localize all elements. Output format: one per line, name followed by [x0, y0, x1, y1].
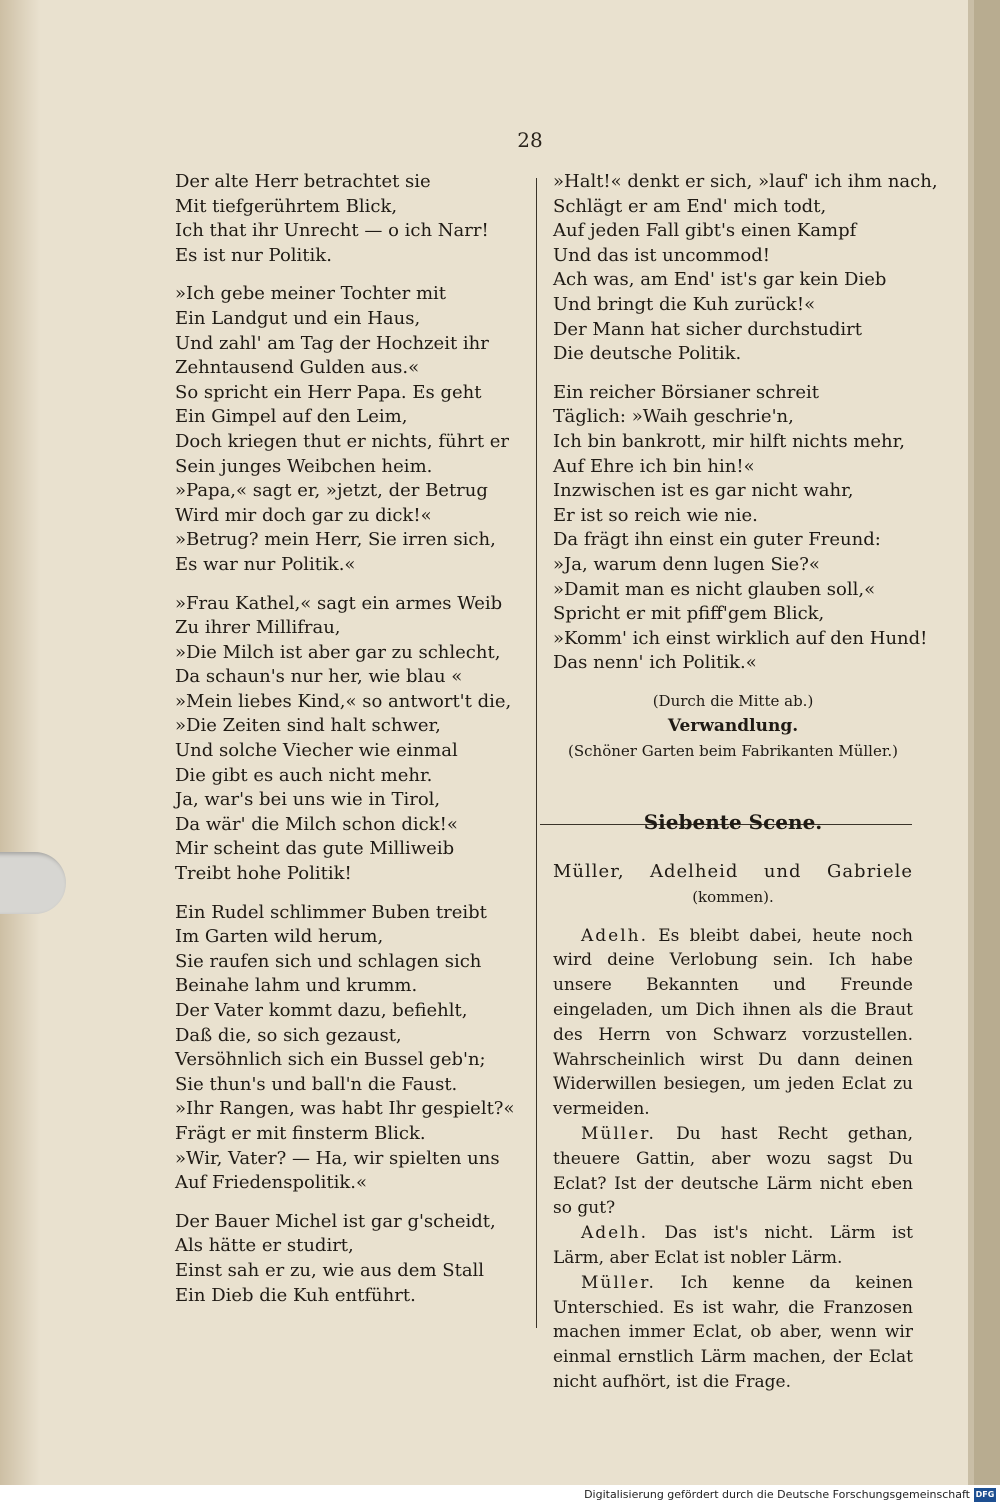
- stanza: [553, 170, 938, 367]
- stanza: [175, 901, 520, 1196]
- stanza: [175, 170, 520, 268]
- digitization-footer: [0, 1485, 1000, 1505]
- verse-line: Da schaun's nur her, wie blau «: [175, 666, 463, 688]
- verse-line: Das nenn' ich Politik.«: [553, 652, 757, 674]
- verse-line: »Die Zeiten sind halt schwer,: [175, 715, 441, 737]
- verse-line: Und das ist uncommod!: [553, 244, 771, 266]
- verse-line: Es war nur Politik.«: [175, 553, 356, 575]
- stage-direction-setting: (Schöner Garten beim Fabrikanten Müller.): [568, 741, 898, 760]
- verse-line: Und solche Viecher wie einmal: [175, 740, 458, 762]
- verse-line: »Komm' ich einst wirklich auf den Hund!: [553, 627, 928, 649]
- verse-line: Ein Dieb die Kuh entführt.: [175, 1284, 416, 1306]
- verse-line: Ein reicher Börsianer schreit: [553, 381, 820, 403]
- verse-line: Da frägt ihn einst ein guter Freund:: [553, 529, 881, 551]
- speaker-name: Adelh.: [581, 1223, 649, 1244]
- verse-line: Frägt er mit finsterm Blick.: [175, 1122, 426, 1144]
- verse-line: Die deutsche Politik.: [553, 343, 742, 365]
- verse-line: Auf Friedenspolitik.«: [175, 1172, 367, 1194]
- verse-line: »Betrug? mein Herr, Sie irren sich,: [175, 529, 496, 551]
- verse-line: Sie raufen sich und schlagen sich: [175, 950, 482, 972]
- verse-line: »Mein liebes Kind,« so antwort't die,: [175, 690, 512, 712]
- verse-line: Ein Landgut und ein Haus,: [175, 307, 421, 329]
- stanza: [553, 381, 928, 676]
- verse-line: Und bringt die Kuh zurück!«: [553, 293, 816, 315]
- right-stanzas: [553, 170, 938, 676]
- verse-line: Spricht er mit pfiff'gem Blick,: [553, 603, 825, 625]
- gutter-shadow: [0, 0, 40, 1485]
- verse-line: Es ist nur Politik.: [175, 244, 332, 266]
- stanza: [175, 1210, 520, 1308]
- verse-line: »Ja, warum denn lugen Sie?«: [553, 553, 820, 575]
- verse-line: Mir scheint das gute Milliweib: [175, 838, 455, 860]
- verse-line: Zu ihrer Millifrau,: [175, 617, 341, 639]
- verse-line: Einst sah er zu, wie aus dem Stall: [175, 1259, 485, 1281]
- transformation-heading: Verwandlung.: [667, 715, 799, 736]
- verse-line: »Halt!« denkt er sich, »lauf' ich ihm nach,: [553, 171, 938, 192]
- verse-line: Beinahe lahm und krumm.: [175, 975, 418, 997]
- verse-line: Ach was, am End' ist's gar kein Dieb: [553, 269, 887, 291]
- dialogue-text: Du hast Recht gethan, theuere Gattin, aber wozu sagst Du Eclat? Ist der deutsche Lärm nicht eben so gut?: [553, 1124, 914, 1219]
- verse-line: So spricht ein Herr Papa. Es geht: [175, 381, 482, 403]
- verse-line: »Wir, Vater? — Ha, wir spielten uns: [175, 1147, 500, 1169]
- verse-line: Ein Rudel schlimmer Buben treibt: [175, 901, 487, 923]
- verse-line: Der Bauer Michel ist gar g'scheidt,: [175, 1210, 496, 1232]
- speaker-name: Müller.: [581, 1272, 656, 1293]
- verse-line: Treibt hohe Politik!: [175, 863, 352, 885]
- stanza: [175, 592, 520, 887]
- verse-line: »Die Milch ist aber gar zu schlecht,: [175, 641, 501, 663]
- left-column: [175, 170, 520, 1322]
- next-page-edge: [974, 0, 1000, 1485]
- verse-line: Schlägt er am End' mich todt,: [553, 195, 827, 217]
- verse-line: Ja, war's bei uns wie in Tirol,: [175, 789, 441, 811]
- page-clip: [0, 852, 66, 914]
- dialogue-paragraph: [553, 1271, 913, 1395]
- verse-line: Auf Ehre ich bin hin!«: [553, 455, 755, 477]
- verse-line: Der Vater kommt dazu, befiehlt,: [175, 1000, 468, 1021]
- verse-line: Er ist so reich wie nie.: [553, 504, 758, 526]
- stage-direction-exit: (Durch die Mitte ab.): [652, 691, 814, 710]
- verse-line: Wird mir doch gar zu dick!«: [175, 504, 432, 526]
- verse-line: Ich bin bankrott, mir hilft nichts mehr,: [553, 430, 905, 452]
- verse-line: Zehntausend Gulden aus.«: [175, 357, 420, 379]
- verse-line: Inzwischen ist es gar nicht wahr,: [553, 480, 854, 502]
- verse-line: Sie thun's und ball'n die Faust.: [175, 1073, 458, 1095]
- speaker-name: Müller.: [581, 1124, 656, 1145]
- scene-title: Siebente Scene.: [643, 809, 823, 834]
- dialogue-text: Ich kenne da keinen Unterschied. Es ist wahr, die Franzosen machen immer Eclat, ob aber, wenn wir einmal ernstlich Lärm machen, der Eclat nicht aufhört, ist die Frage.: [553, 1272, 914, 1392]
- verse-line: »Ihr Rangen, was habt Ihr gespielt?«: [175, 1098, 515, 1120]
- verse-line: Doch kriegen thut er nichts, führt er: [175, 430, 510, 452]
- page-number: 28: [517, 128, 543, 152]
- verse-line: Der Mann hat sicher durchstudirt: [553, 318, 862, 340]
- dialogue-paragraph: [553, 1122, 913, 1221]
- verse-line: Ein Gimpel auf den Leim,: [175, 406, 408, 428]
- stage-direction-entrance: (kommen).: [692, 888, 774, 907]
- dialogue-text: Das ist's nicht. Lärm ist Lärm, aber Eclat ist nobler Lärm.: [553, 1223, 914, 1269]
- dialogue-paragraph: [553, 924, 913, 1122]
- verse-line: »Frau Kathel,« sagt ein armes Weib: [175, 592, 503, 614]
- verse-line: Und zahl' am Tag der Hochzeit ihr: [175, 332, 489, 354]
- verse-line: Als hätte er studirt,: [175, 1235, 354, 1257]
- scene-characters: Müller, Adelheid und Gabriele: [553, 861, 913, 883]
- dfg-logo-icon: DFG: [974, 1488, 996, 1502]
- right-column: [553, 170, 938, 1395]
- column-divider: [536, 178, 537, 1328]
- dialogue: [553, 924, 913, 1395]
- verse-line: Ich that ihr Unrecht — o ich Narr!: [175, 220, 489, 242]
- stanza: [175, 282, 520, 577]
- speaker-name: Adelh.: [581, 925, 649, 946]
- verse-line: Auf jeden Fall gibt's einen Kampf: [553, 220, 857, 242]
- dialogue-text: Es bleibt dabei, heute noch wird deine Verlobung sein. Ich habe unsere Bekannten und Freunde eingeladen, um Dich ihnen als die Braut des Herrn von Schwarz vorzustellen. Wahrscheinlich wirst Du dann deinen Widerwillen besiegen, um jeden Eclat zu vermeiden.: [553, 925, 913, 1120]
- verse-line: »Papa,« sagt er, »jetzt, der Betrug: [175, 480, 488, 502]
- verse-line: »Ich gebe meiner Tochter mit: [175, 283, 447, 305]
- verse-line: Versöhnlich sich ein Bussel geb'n;: [175, 1049, 486, 1071]
- verse-line: Im Garten wild herum,: [175, 926, 384, 948]
- dialogue-paragraph: [553, 1221, 913, 1271]
- verse-line: Die gibt es auch nicht mehr.: [175, 764, 433, 786]
- footer-credit: Digitalisierung gefördert durch die Deutsche Forschungsgemeinschaft: [584, 1488, 970, 1501]
- verse-line: Sein junges Weibchen heim.: [175, 455, 433, 477]
- verse-line: Daß die, so sich gezaust,: [175, 1024, 402, 1046]
- verse-line: Da wär' die Milch schon dick!«: [175, 813, 458, 835]
- verse-line: »Damit man es nicht glauben soll,«: [553, 578, 876, 600]
- verse-line: Der alte Herr betrachtet sie: [175, 171, 431, 192]
- verse-line: Täglich: »Waih geschrie'n,: [553, 406, 794, 428]
- verse-line: Mit tiefgerührtem Blick,: [175, 195, 398, 217]
